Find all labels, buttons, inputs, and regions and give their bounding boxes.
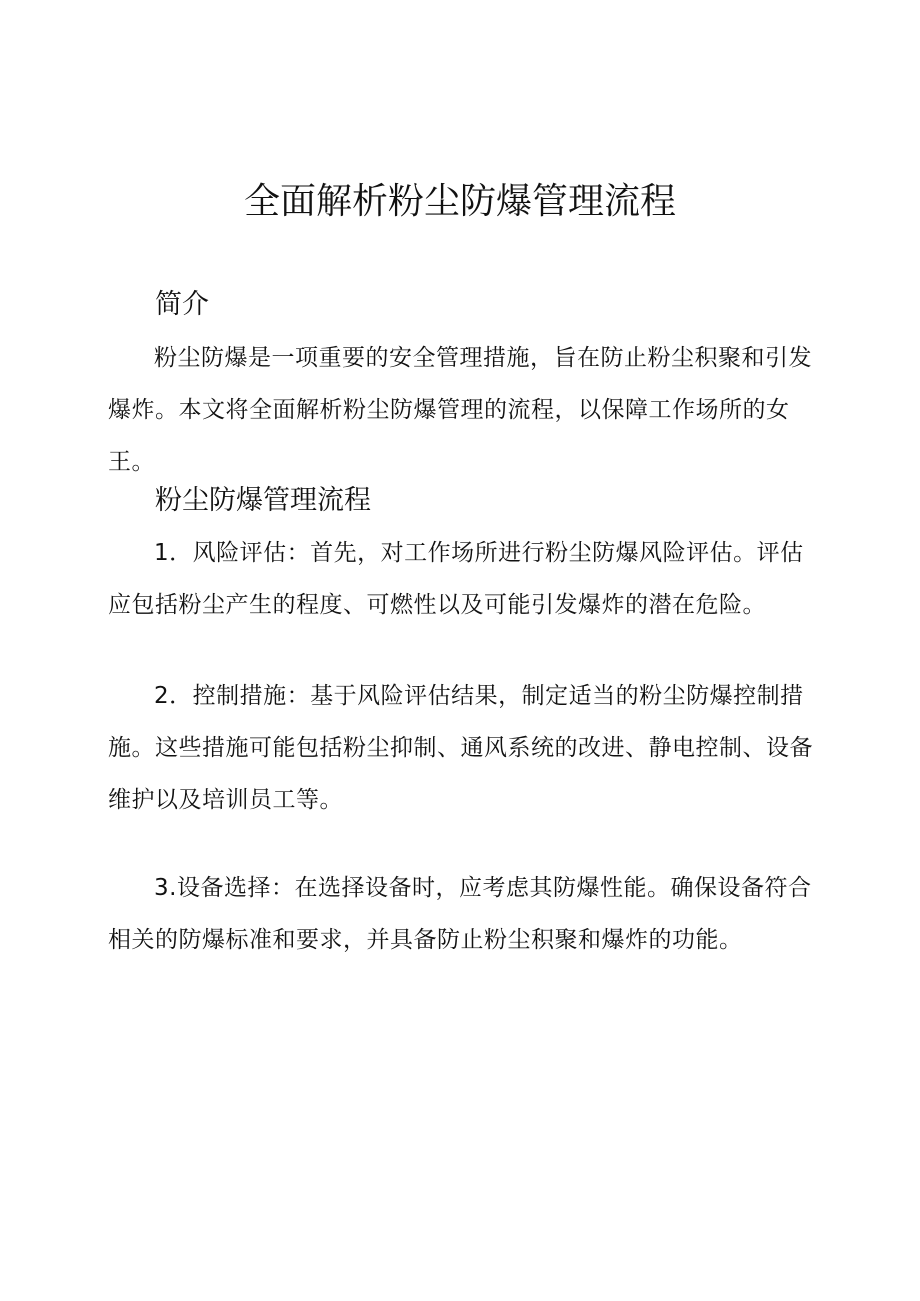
process-step-equipment-selection: 3.设备选择：在选择设备时，应考虑其防爆性能。确保设备符合相关的防爆标准和要求，并具备防止粉尘积聚和爆炸的功能。 xyxy=(108,875,812,953)
process-step-control-measures: 2．控制措施：基于风险评估结果，制定适当的粉尘防爆控制措施。这些措施可能包括粉尘抑制、通风系统的改进、静电控制、设备维护以及培训员工等。 xyxy=(108,683,813,813)
intro-paragraph: 粉尘防爆是一项重要的安全管理措施，旨在防止粉尘积聚和引发爆炸。本文将全面解析粉尘防爆管理的流程，以保障工作场所的女王。 xyxy=(108,345,812,475)
document-title: 全面解析粉尘防爆管理流程 xyxy=(243,181,676,222)
process-step-risk-assessment: 1．风险评估：首先，对工作场所进行粉尘防爆风险评估。评估应包括粉尘产生的程度、可燃性以及可能引发爆炸的潜在危险。 xyxy=(108,540,804,618)
section-heading-intro: 简介 xyxy=(155,289,209,320)
section-heading-process: 粉尘防爆管理流程 xyxy=(155,485,371,516)
